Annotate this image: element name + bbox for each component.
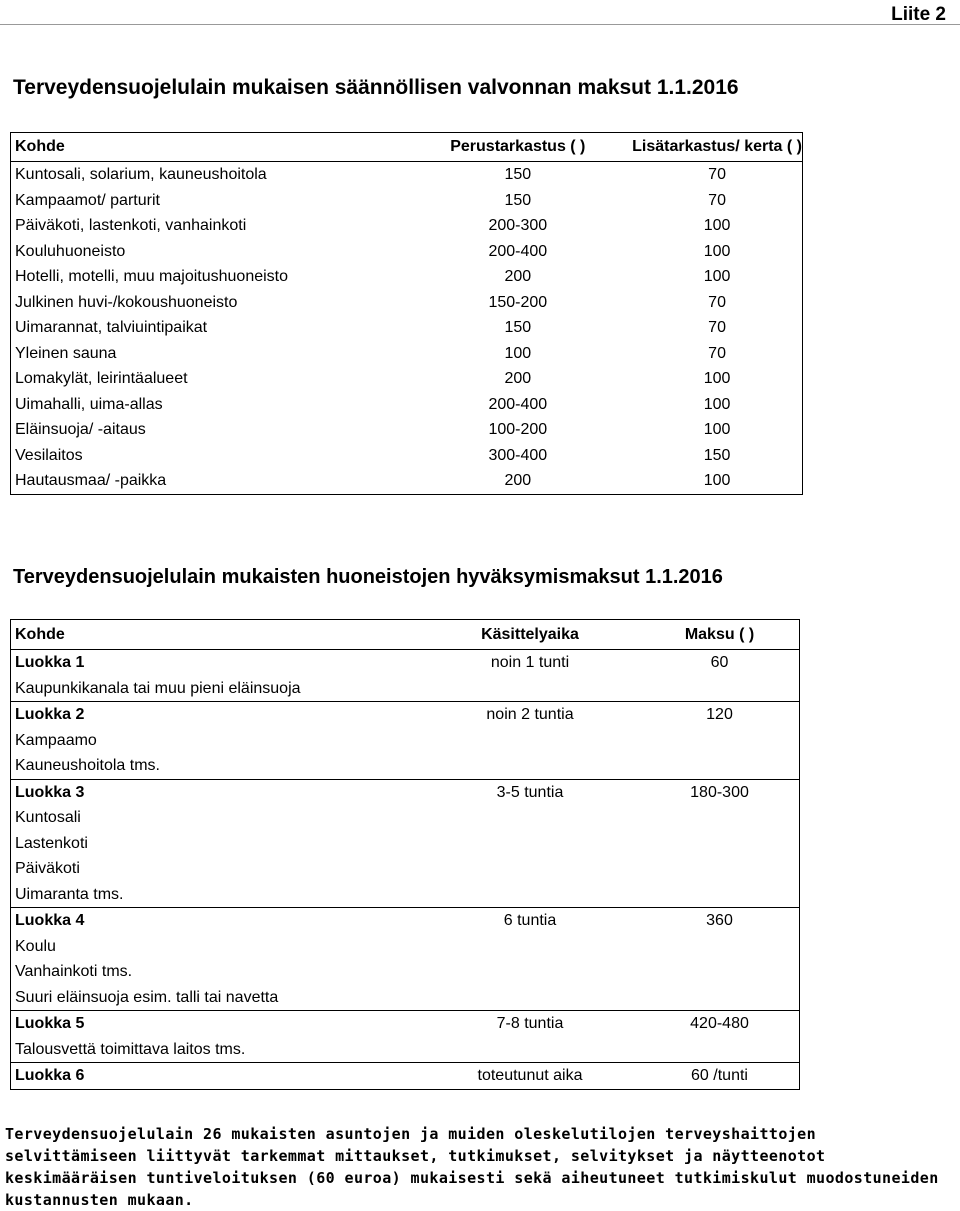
lisatarkastus-cell: 150 xyxy=(703,446,731,464)
fee-cell: 180-300 xyxy=(640,779,800,908)
lisatarkastus-cell: 70 xyxy=(708,319,726,336)
column-header-perustarkastus: Perustarkastus ( ) xyxy=(403,133,632,162)
perustarkastus-cell: 200 xyxy=(504,472,532,489)
fee-class-label: Luokka 6 xyxy=(15,1067,85,1084)
table-row xyxy=(11,290,803,316)
kohde-cell: Vesilaitos xyxy=(15,446,83,464)
lisatarkastus-cell: 70 xyxy=(708,344,726,362)
kohde-cell: Päiväkoti, lastenkoti, vanhainkoti xyxy=(15,217,247,234)
fee-class-example: Koulu xyxy=(15,937,56,955)
table-row xyxy=(11,315,803,341)
processing-time-cell: 3-5 tuntia xyxy=(420,779,640,908)
kohde-cell: Kouluhuoneisto xyxy=(15,242,126,260)
fee-cell: 60 xyxy=(640,650,800,702)
column-header-maksu: Maksu ( ) xyxy=(640,620,800,650)
perustarkastus-cell: 300-400 xyxy=(488,446,548,464)
perustarkastus-cell: 150 xyxy=(504,319,532,336)
lisatarkastus-cell: 70 xyxy=(708,191,726,209)
kohde-cell: Uimarannat, talviuintipaikat xyxy=(15,319,208,336)
fee-class-example: Suuri eläinsuoja esim. talli tai navetta xyxy=(15,988,279,1006)
lisatarkastus-cell: 100 xyxy=(703,370,731,387)
kohde-cell: Hautausmaa/ -paikka xyxy=(15,472,167,489)
kohde-cell: Julkinen huvi-/kokoushuoneisto xyxy=(15,293,238,311)
kohde-cell: Yleinen sauna xyxy=(15,344,117,362)
perustarkastus-cell: 150-200 xyxy=(488,293,548,311)
kohde-cell: Lomakylät, leirintäalueet xyxy=(15,370,188,387)
kohde-cell xyxy=(11,1063,421,1090)
perustarkastus-cell: 200-400 xyxy=(488,395,548,413)
column-header-lisatarkastus: Lisätarkastus/ kerta ( ) xyxy=(632,133,802,162)
lisatarkastus-cell: 100 xyxy=(703,395,731,413)
fee-class-row xyxy=(11,908,800,1011)
kohde-cell xyxy=(11,1011,421,1063)
kohde-cell: Uimahalli, uima-allas xyxy=(15,395,163,413)
fee-class-label: Luokka 4 xyxy=(15,912,85,929)
column-header-kasittelyaika: Käsittelyaika xyxy=(420,620,640,650)
fee-class-example: Päiväkoti xyxy=(15,860,80,877)
fee-class-row xyxy=(11,650,800,702)
fee-cell: 360 xyxy=(640,908,800,1011)
table-header-row xyxy=(11,133,803,162)
fee-class-row xyxy=(11,1011,800,1063)
fee-cell: 60 /tunti xyxy=(640,1063,800,1090)
fee-class-label: Luokka 3 xyxy=(15,783,85,801)
table-row xyxy=(11,468,803,494)
table-row xyxy=(11,239,803,265)
lisatarkastus-cell: 100 xyxy=(703,242,731,260)
perustarkastus-cell: 200 xyxy=(504,268,532,285)
appendix-header xyxy=(0,0,960,25)
fee-class-example: Kaupunkikanala tai muu pieni eläinsuoja xyxy=(15,679,301,697)
kohde-cell xyxy=(11,650,421,702)
fee-cell: 120 xyxy=(640,702,800,780)
fee-class-label: Luokka 1 xyxy=(15,654,85,671)
perustarkastus-cell: 200 xyxy=(504,370,532,387)
perustarkastus-cell: 150 xyxy=(504,191,532,209)
lisatarkastus-cell: 100 xyxy=(703,421,731,438)
column-header-kohde: Kohde xyxy=(11,620,421,650)
kohde-cell xyxy=(11,702,421,780)
table-row xyxy=(11,366,803,392)
table-row xyxy=(11,341,803,367)
kohde-cell: Eläinsuoja/ -aitaus xyxy=(15,421,146,438)
table-row xyxy=(11,188,803,214)
fee-class-example: Kuntosali xyxy=(15,809,81,826)
fee-cell: 420-480 xyxy=(640,1011,800,1063)
approval-fees-table xyxy=(10,619,800,1090)
lisatarkastus-cell: 100 xyxy=(703,217,731,234)
section2-title: Terveydensuojelulain mukaisten huoneistojen hyväksymismaksut 1.1.2016 xyxy=(13,566,723,588)
processing-time-cell: noin 2 tuntia xyxy=(420,702,640,780)
table-row xyxy=(11,162,803,188)
table-row xyxy=(11,417,803,443)
column-header-kohde: Kohde xyxy=(11,133,404,162)
table-row xyxy=(11,213,803,239)
fee-class-row xyxy=(11,702,800,780)
fee-class-example: Kauneushoitola tms. xyxy=(15,757,160,774)
table-row xyxy=(11,264,803,290)
fee-class-example: Kampaamo xyxy=(15,731,97,749)
fee-class-row xyxy=(11,779,800,908)
processing-time-cell: 6 tuntia xyxy=(420,908,640,1011)
kohde-cell: Kuntosali, solarium, kauneushoitola xyxy=(15,166,267,183)
fee-class-label: Luokka 2 xyxy=(15,706,85,723)
fee-class-example: Vanhainkoti tms. xyxy=(15,963,133,980)
processing-time-cell: 7-8 tuntia xyxy=(420,1011,640,1063)
inspection-fees-table xyxy=(10,132,803,495)
kohde-cell: Kampaamot/ parturit xyxy=(15,191,160,209)
lisatarkastus-cell: 100 xyxy=(703,268,731,285)
perustarkastus-cell: 150 xyxy=(504,166,532,183)
processing-time-cell: noin 1 tunti xyxy=(420,650,640,702)
perustarkastus-cell: 200-400 xyxy=(488,242,548,260)
fee-class-example: Uimaranta tms. xyxy=(15,885,124,903)
perustarkastus-cell: 100-200 xyxy=(488,421,548,438)
kohde-cell xyxy=(11,779,421,908)
lisatarkastus-cell: 100 xyxy=(703,472,731,489)
lisatarkastus-cell: 70 xyxy=(708,293,726,311)
table-row xyxy=(11,443,803,469)
appendix-label: Liite 2 xyxy=(891,4,946,25)
table-row xyxy=(11,392,803,418)
fee-class-example: Talousvettä toimittava laitos tms. xyxy=(15,1040,246,1058)
fee-class-example: Lastenkoti xyxy=(15,834,88,852)
lisatarkastus-cell: 70 xyxy=(708,166,726,183)
kohde-cell: Hotelli, motelli, muu majoitushuoneisto xyxy=(15,268,289,285)
section1-title: Terveydensuojelulain mukaisen säännöllisen valvonnan maksut 1.1.2016 xyxy=(13,76,739,99)
processing-time-cell: toteutunut aika xyxy=(420,1063,640,1090)
perustarkastus-cell: 200-300 xyxy=(488,217,548,234)
fee-class-row xyxy=(11,1063,800,1090)
table-header-row xyxy=(11,620,800,650)
footnote: Terveydensuojelulain 26 mukaisten asuntojen ja muiden oleskelutilojen terveyshaittojen selvittämiseen liittyvät tarkemmat mittaukset, tutkimukset, selvitykset ja näytteenotot keskimääräisen tuntiveloituksen (60 euroa) mukaisesti sekä aiheutuneet tutkimiskulut muodostuneiden kustannusten mukaan. xyxy=(5,1125,939,1209)
perustarkastus-cell: 100 xyxy=(504,344,532,362)
fee-class-label: Luokka 5 xyxy=(15,1015,85,1032)
kohde-cell xyxy=(11,908,421,1011)
